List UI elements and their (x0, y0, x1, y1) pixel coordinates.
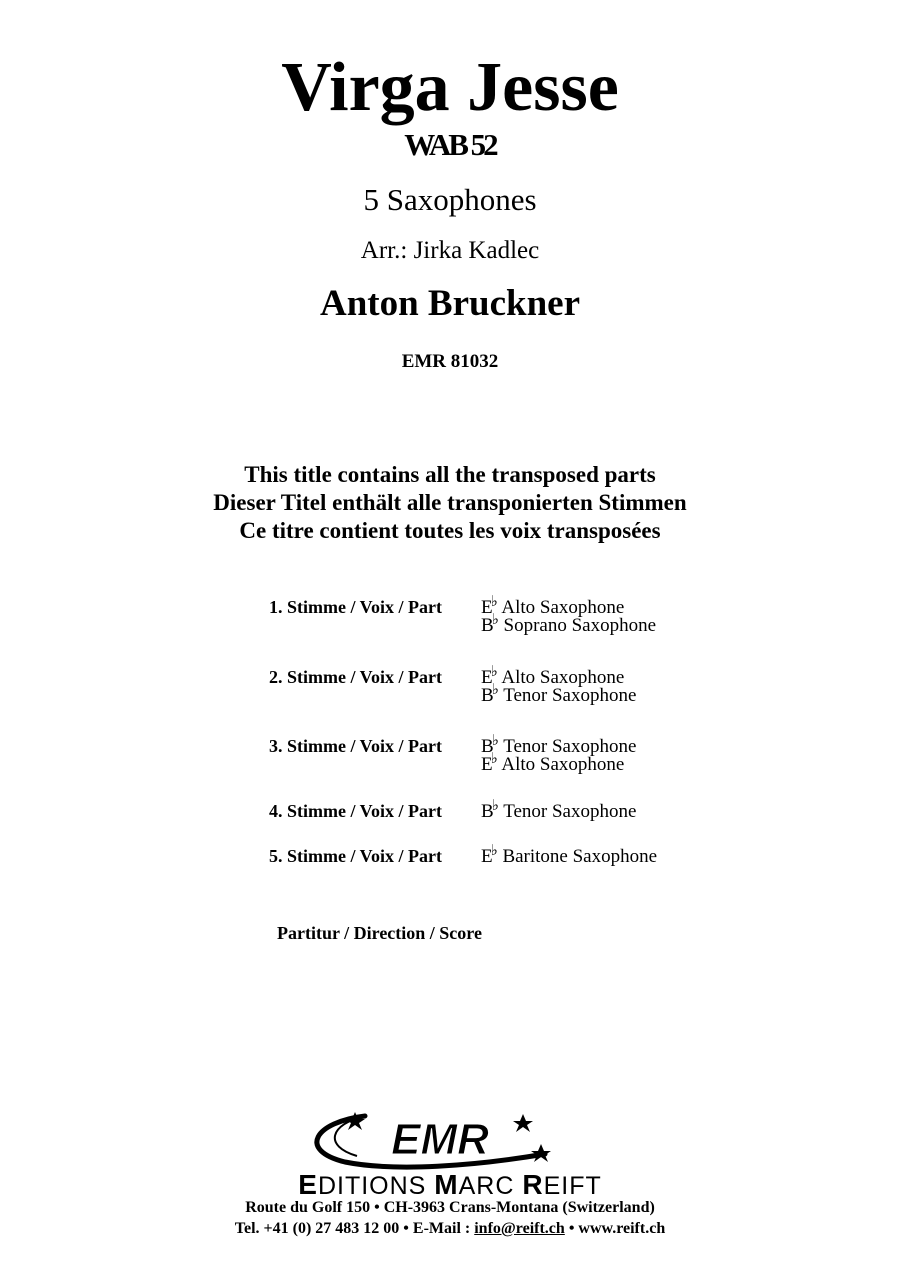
email-link[interactable]: info@reift.ch (474, 1220, 565, 1237)
part-2-label: 2. Stimme / Voix / Part (269, 667, 442, 687)
publisher-name: EDITIONS MARC REIFT (298, 1169, 602, 1200)
notice-line-fr: Ce titre contient toutes les voix transposées (239, 518, 661, 543)
part-5-label: 5. Stimme / Voix / Part (269, 846, 442, 866)
score-label: Partitur / Direction / Score (277, 923, 482, 943)
piece-title: Virga Jesse (281, 49, 619, 126)
star-icon (531, 1144, 551, 1162)
part-1-instrument-1: E♭ Alto Saxophone (481, 594, 625, 618)
flat-sign: ♭ (490, 751, 498, 767)
notice-line-de: Dieser Titel enthält alle transponierten Stimmen (213, 490, 687, 515)
part-2-instrument-2: B♭ Tenor Saxophone (481, 682, 637, 706)
arranger: Arr.: Jirka Kadlec (360, 237, 540, 264)
instrumentation: 5 Saxophones (363, 182, 537, 217)
part-3-instrument-2: E♭ Alto Saxophone (481, 751, 625, 775)
part-3-label: 3. Stimme / Voix / Part (269, 736, 442, 756)
part-4-instrument-1: B♭ Tenor Saxophone (481, 798, 637, 822)
flat-sign: ♭ (490, 843, 498, 859)
emr-logo (305, 1108, 565, 1174)
flat-sign: ♭ (491, 612, 499, 628)
edition-number: EMR 81032 (401, 351, 499, 372)
wab-number: WAB 52 (404, 127, 496, 162)
flat-sign: ♭ (491, 798, 499, 814)
flat-sign: ♭ (490, 664, 498, 680)
publisher-contact: Tel. +41 (0) 27 483 12 00 • E-Mail : info@reift.ch • www.reift.ch (234, 1220, 666, 1237)
flat-sign: ♭ (491, 733, 499, 749)
composer: Anton Bruckner (319, 283, 581, 324)
star-icon (513, 1114, 533, 1132)
part-2-instrument-1: E♭ Alto Saxophone (481, 664, 625, 688)
part-4-label: 4. Stimme / Voix / Part (269, 801, 442, 821)
part-5-instrument-1: E♭ Baritone Saxophone (481, 843, 658, 867)
notice-line-en: This title contains all the transposed parts (244, 462, 656, 487)
part-1-instrument-2: B♭ Soprano Saxophone (481, 612, 657, 636)
flat-sign: ♭ (491, 682, 499, 698)
logo-text: EMR (391, 1115, 489, 1164)
transposed-parts-notice (0, 461, 900, 545)
flat-sign: ♭ (490, 594, 498, 610)
part-3-instrument-1: B♭ Tenor Saxophone (481, 733, 637, 757)
publisher-address: Route du Golf 150 • CH-3963 Crans-Montana (Switzerland) (245, 1199, 655, 1216)
part-1-label: 1. Stimme / Voix / Part (269, 597, 442, 617)
